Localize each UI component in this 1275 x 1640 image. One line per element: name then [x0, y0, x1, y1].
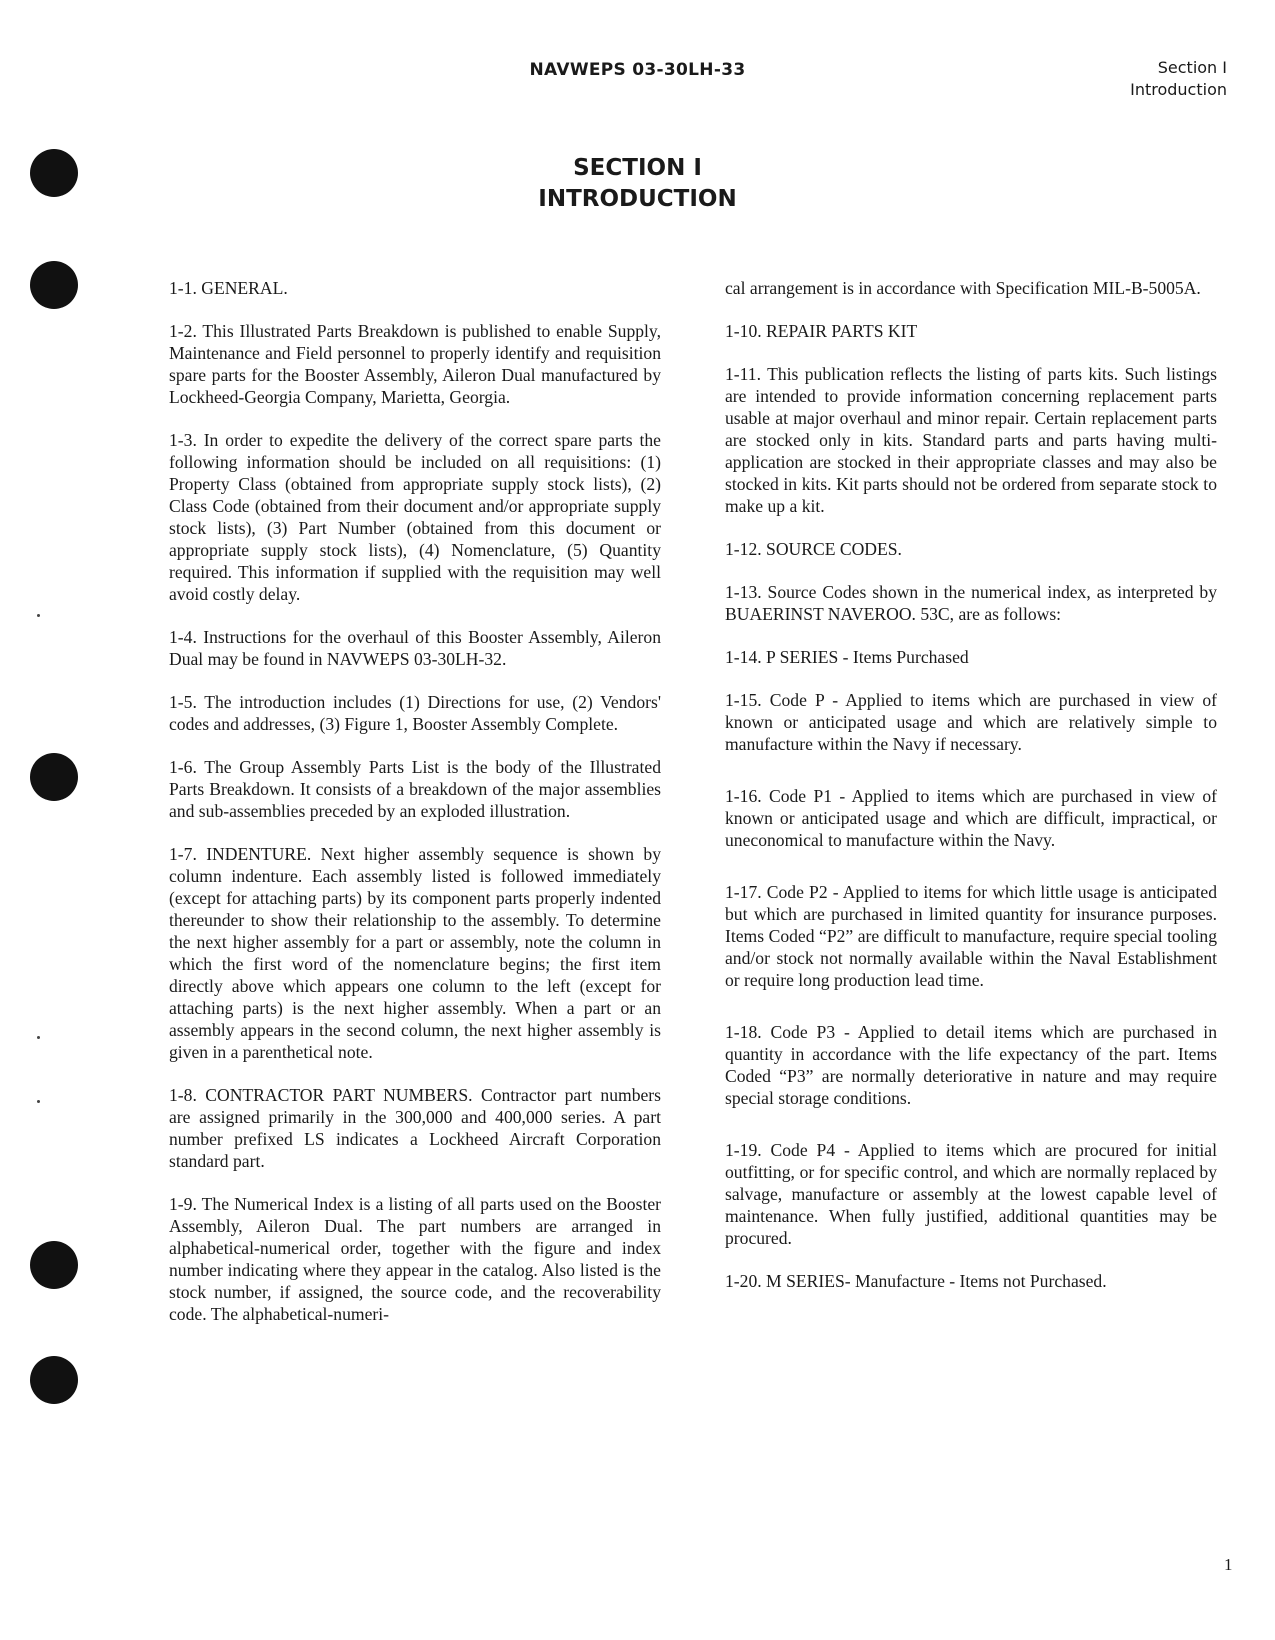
paragraph-1-9-continued: cal arrangement is in accordance with Specification MIL-B-5005A. [725, 278, 1201, 298]
paragraph-1-5: 1-5. The introduction includes (1) Directions for use, (2) Vendors' codes and addresses, (3) Figure 1, Booster Assembly Complete. [169, 692, 661, 734]
scan-speck [37, 614, 40, 617]
paragraph-1-18: 1-18. Code P3 - Applied to detail items which are purchased in quantity in accordance with the life expectancy of the part. Items Coded “P3” are normally deteriorative in nature and may require special storage conditions. [725, 1022, 1217, 1108]
right-column [725, 277, 1217, 1313]
paragraph-1-10: 1-10. REPAIR PARTS KIT [725, 321, 918, 341]
scan-speck [37, 1100, 40, 1103]
binder-hole [30, 1356, 78, 1404]
paragraph-1-3: 1-3. In order to expedite the delivery of the correct spare parts the following information should be included on all requisitions: (1) Property Class (obtained from appropriate supply stock lists), (2) Class Code (obtained from their document and/or appropriate supply stock lists), (3) Part Number (obtained from this document or appropriate supply stock lists), (4) Nomenclature, (5) Quantity required. This information if supplied with the requisition may well avoid costly delay. [169, 430, 661, 604]
page-title-line2: INTRODUCTION [538, 186, 737, 212]
page-number: 1 [1224, 1555, 1233, 1574]
page-title [0, 153, 1275, 215]
paragraph-1-11: 1-11. This publication reflects the listing of parts kits. Such listings are intended to provide information concerning replacement parts usable at major overhaul and minor repair. Certain replacement parts are stocked only in kits. Standard parts and parts having multi-application are stocked in their appropriate classes and may also be stocked in kits. Kit parts should not be ordered from separate stock to make up a kit. [725, 364, 1217, 516]
section-header [1130, 57, 1227, 101]
paragraph-1-8: 1-8. CONTRACTOR PART NUMBERS. Contractor part numbers are assigned primarily in the 300,000 and 400,000 series. A part number prefixed LS indicates a Lockheed Aircraft Corporation standard part. [169, 1085, 661, 1171]
scan-speck [37, 1036, 40, 1039]
paragraph-1-9: 1-9. The Numerical Index is a listing of all parts used on the Booster Assembly, Aileron Dual. The part numbers are arranged in alphabetical-numerical order, together with the figure and index number indicating where they appear in the catalog. Also listed is the stock number, if assigned, the source code, and the recoverability code. The alphabetical-numeri- [169, 1194, 661, 1324]
binder-hole [30, 1241, 78, 1289]
paragraph-1-6: 1-6. The Group Assembly Parts List is the body of the Illustrated Parts Breakdown. It consists of a breakdown of the major assemblies and sub-assemblies preceded by an exploded illustration. [169, 757, 661, 821]
section-header-line1: Section I [1157, 58, 1227, 77]
paragraph-1-7: 1-7. INDENTURE. Next higher assembly sequence is shown by column indenture. Each assembly listed is followed immediately (except for attaching parts) by its component parts properly indented thereunder to show their relationship to the assembly. To determine the next higher assembly for a part or assembly, note the column in which the first word of the nomenclature begins; the first item directly above which appears one column to the left (except for attaching parts) is the next higher assembly. When a part or an assembly appears in the second column, the next higher assembly is given in a parenthetical note. [169, 844, 661, 1062]
paragraph-1-1: 1-1. GENERAL. [169, 278, 288, 298]
left-column [169, 277, 661, 1346]
section-header-line2: Introduction [1130, 80, 1227, 99]
paragraph-1-14: 1-14. P SERIES - Items Purchased [725, 647, 969, 667]
binder-hole [30, 753, 78, 801]
binder-hole [30, 149, 78, 197]
document-number: NAVWEPS 03-30LH-33 [529, 60, 746, 80]
paragraph-1-13: 1-13. Source Codes shown in the numerical index, as interpreted by BUAERINST NAVEROO. 53C, are as follows: [725, 582, 1217, 624]
paragraph-1-17: 1-17. Code P2 - Applied to items for which little usage is anticipated but which are purchased in limited quantity for insurance purposes. Items Coded “P2” are difficult to manufacture, require special tooling and/or stock not normally available within the Naval Establishment or require long production lead time. [725, 882, 1217, 990]
binder-hole [30, 261, 78, 309]
paragraph-1-20: 1-20. M SERIES- Manufacture - Items not Purchased. [725, 1271, 1107, 1291]
page-title-line1: SECTION I [573, 155, 702, 181]
paragraph-1-4: 1-4. Instructions for the overhaul of this Booster Assembly, Aileron Dual may be found in NAVWEPS 03-30LH-32. [169, 627, 661, 669]
paragraph-1-12: 1-12. SOURCE CODES. [725, 539, 902, 559]
paragraph-1-19: 1-19. Code P4 - Applied to items which are procured for initial outfitting, or for specific control, and which are normally replaced by salvage, manufacture or assembly at the lowest capable level of maintenance. When fully justified, additional quantities may be procured. [725, 1140, 1217, 1248]
paragraph-1-2: 1-2. This Illustrated Parts Breakdown is published to enable Supply, Maintenance and Field personnel to properly identify and requisition spare parts for the Booster Assembly, Aileron Dual manufactured by Lockheed-Georgia Company, Marietta, Georgia. [169, 321, 661, 407]
paragraph-1-15: 1-15. Code P - Applied to items which are purchased in view of known or anticipated usage and which are relatively simple to manufacture within the Navy if necessary. [725, 690, 1217, 754]
paragraph-1-16: 1-16. Code P1 - Applied to items which are purchased in view of known or anticipated usage and which are difficult, impractical, or uneconomical to manufacture within the Navy. [725, 786, 1217, 850]
